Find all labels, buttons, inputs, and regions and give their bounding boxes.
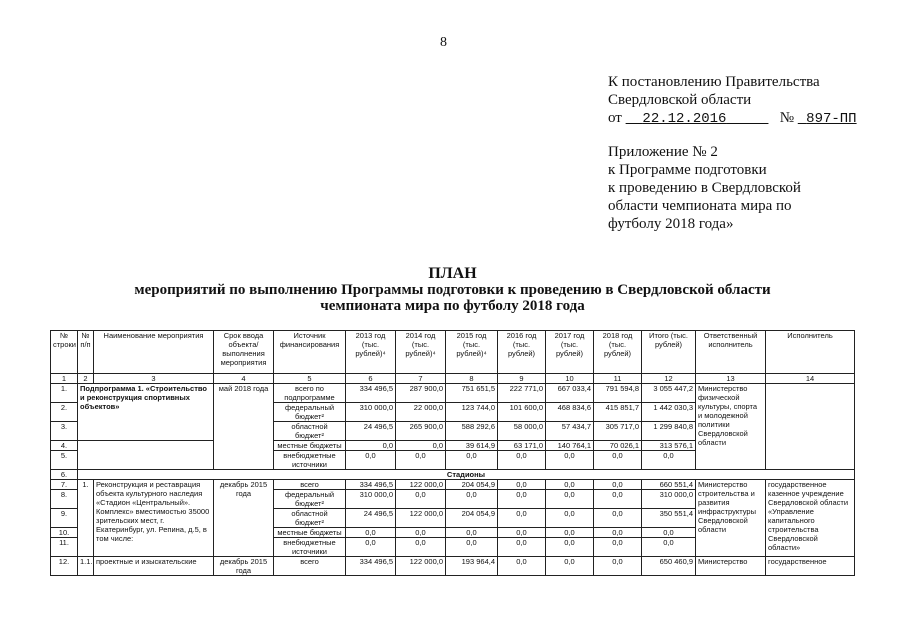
page-number: 8 — [440, 35, 447, 50]
header-2018: 2018 год (тыс. рублей) — [594, 331, 642, 374]
subprogram-executor — [766, 384, 855, 470]
table-row: 8. федеральный бюджет² 310 000,0 0,0 0,0 0,0 0,0 0,0 310 000,0 — [51, 490, 855, 509]
header-deadline: Срок ввода объекта/ выполнения мероприятия — [214, 331, 274, 374]
appendix-line-2: к Программе подготовки — [608, 162, 767, 178]
appendix-line-3: к проведению в Свердловской — [608, 180, 801, 196]
header-responsible: Ответственный исполнитель — [696, 331, 766, 374]
ref-number: 897-ПП — [806, 111, 857, 127]
header-measure-name: Наименование мероприятия — [94, 331, 214, 374]
measure-name: Реконструкция и реставрация объекта культурного наследия «Стадион «Центральный». Комплекс» вместимостью 35000 зрительских мест, г. Екатеринбург, ул. Репина, д.5, в том числе: — [94, 480, 214, 557]
header-funding-source: Источник финансирования — [274, 331, 346, 374]
plan-title: ПЛАН — [428, 265, 477, 282]
plan-subtitle-1: мероприятий по выполнению Программы подготовки к проведению в Свердловской области — [134, 282, 771, 298]
plan-table — [50, 330, 855, 576]
ref-line-2: Свердловской области — [608, 92, 752, 108]
table-row: 1. Подпрограмма 1. «Строительство и реконструкция спортивных объектов» май 2018 года всего по подпрограмме 334 496,5 287 900,0 751 651,5 222 771,0 667 033,4 791 594,8 3 055 447,2 Министерство физической культуры, спорта и молодежной политики Свердловской области — [51, 384, 855, 403]
plan-subtitle-2: чемпионата мира по футболу 2018 года — [320, 298, 585, 314]
measure-executor: государственное казенное учреждение Свердловской области «Управление капитального строительства Свердловской области» — [766, 480, 855, 557]
header-executor: Исполнитель — [766, 331, 855, 374]
header-2016: 2016 год (тыс. рублей) — [498, 331, 546, 374]
subprogram-name: Подпрограмма 1. «Строительство и реконструкция спортивных объектов» — [78, 384, 214, 441]
column-number-row: 1 2 3 4 5 6 7 8 9 10 11 12 13 14 — [51, 374, 855, 384]
table-row: 2. федеральный бюджет² 310 000,0 22 000,0 123 744,0 101 600,0 468 834,6 415 851,7 1 442 030,3 — [51, 403, 855, 422]
header-total: Итого (тыс. рублей) — [642, 331, 696, 374]
appendix-line-4: области чемпионата мира по — [608, 198, 792, 214]
header-item-number: № п/п — [78, 331, 94, 374]
ref-date: 22.12.2016 — [642, 111, 727, 127]
ref-date-line — [608, 109, 857, 128]
header-2013: 2013 год (тыс. рублей)⁴ — [346, 331, 396, 374]
ref-number-prefix: № — [779, 110, 795, 126]
table-row: 11. внебюджетные источники 0,0 0,0 0,0 0,0 0,0 0,0 0,0 — [51, 538, 855, 557]
ref-line-1: К постановлению Правительства — [608, 74, 820, 90]
ref-date-prefix: от — [608, 110, 622, 126]
table-row: 5. внебюджетные источники 0,0 0,0 0,0 0,0 0,0 0,0 0,0 — [51, 451, 855, 470]
header-2015: 2015 год (тыс. рублей)⁴ — [446, 331, 498, 374]
resolution-reference — [608, 73, 857, 233]
subprogram-responsible: Министерство физической культуры, спорта и молодежной политики Свердловской области — [696, 384, 766, 470]
section-row: 6. Стадионы — [51, 470, 855, 480]
header-2017: 2017 год (тыс. рублей) — [546, 331, 594, 374]
header-2014: 2014 год (тыс. рублей)⁴ — [396, 331, 446, 374]
header-row — [51, 331, 855, 374]
measure-responsible: Министерство строительства и развития инфраструктуры Свердловской области — [696, 480, 766, 557]
appendix-line-1: Приложение № 2 — [608, 144, 718, 160]
table-row: 10. местные бюджеты 0,0 0,0 0,0 0,0 0,0 0,0 0,0 — [51, 528, 855, 538]
measure-number: 1. — [78, 480, 94, 557]
appendix-line-5: футболу 2018 года» — [608, 216, 734, 232]
table-row: 7. 1. Реконструкция и реставрация объекта культурного наследия «Стадион «Центральный». Комплекс» вместимостью 35000 зрительских мест, г. Екатеринбург, ул. Репина, д.5, в том числе: декабрь 2015 года всего 334 496,5 122 000,0 204 054,9 0,0 0,0 0,0 660 551,4 Министерство строительства и развития инфраструктуры Свердловской области государственное казенное учреждение Свердловской области «Управление капитального строительства Свердловской области» — [51, 480, 855, 490]
subprogram-term: май 2018 года — [214, 384, 274, 470]
table-row: 12. 1.1. проектные и изыскательские декабрь 2015 года всего 334 496,5 122 000,0 193 964,4 0,0 0,0 0,0 650 460,9 Министерство государственное — [51, 557, 855, 576]
table-row: 4. местные бюджеты 0,0 0,0 39 614,9 63 171,0 140 764,1 70 026,1 313 576,1 — [51, 441, 855, 451]
section-label: Стадионы — [78, 470, 855, 480]
header-row-number: № строки — [51, 331, 78, 374]
table-row: 9. областной бюджет² 24 496,5 122 000,0 204 054,9 0,0 0,0 0,0 350 551,4 — [51, 509, 855, 528]
table-row: 3. областной бюджет² 24 496,5 265 900,0 588 292,6 58 000,0 57 434,7 305 717,0 1 299 840,8 — [51, 422, 855, 441]
measure-term: декабрь 2015 года — [214, 480, 274, 557]
